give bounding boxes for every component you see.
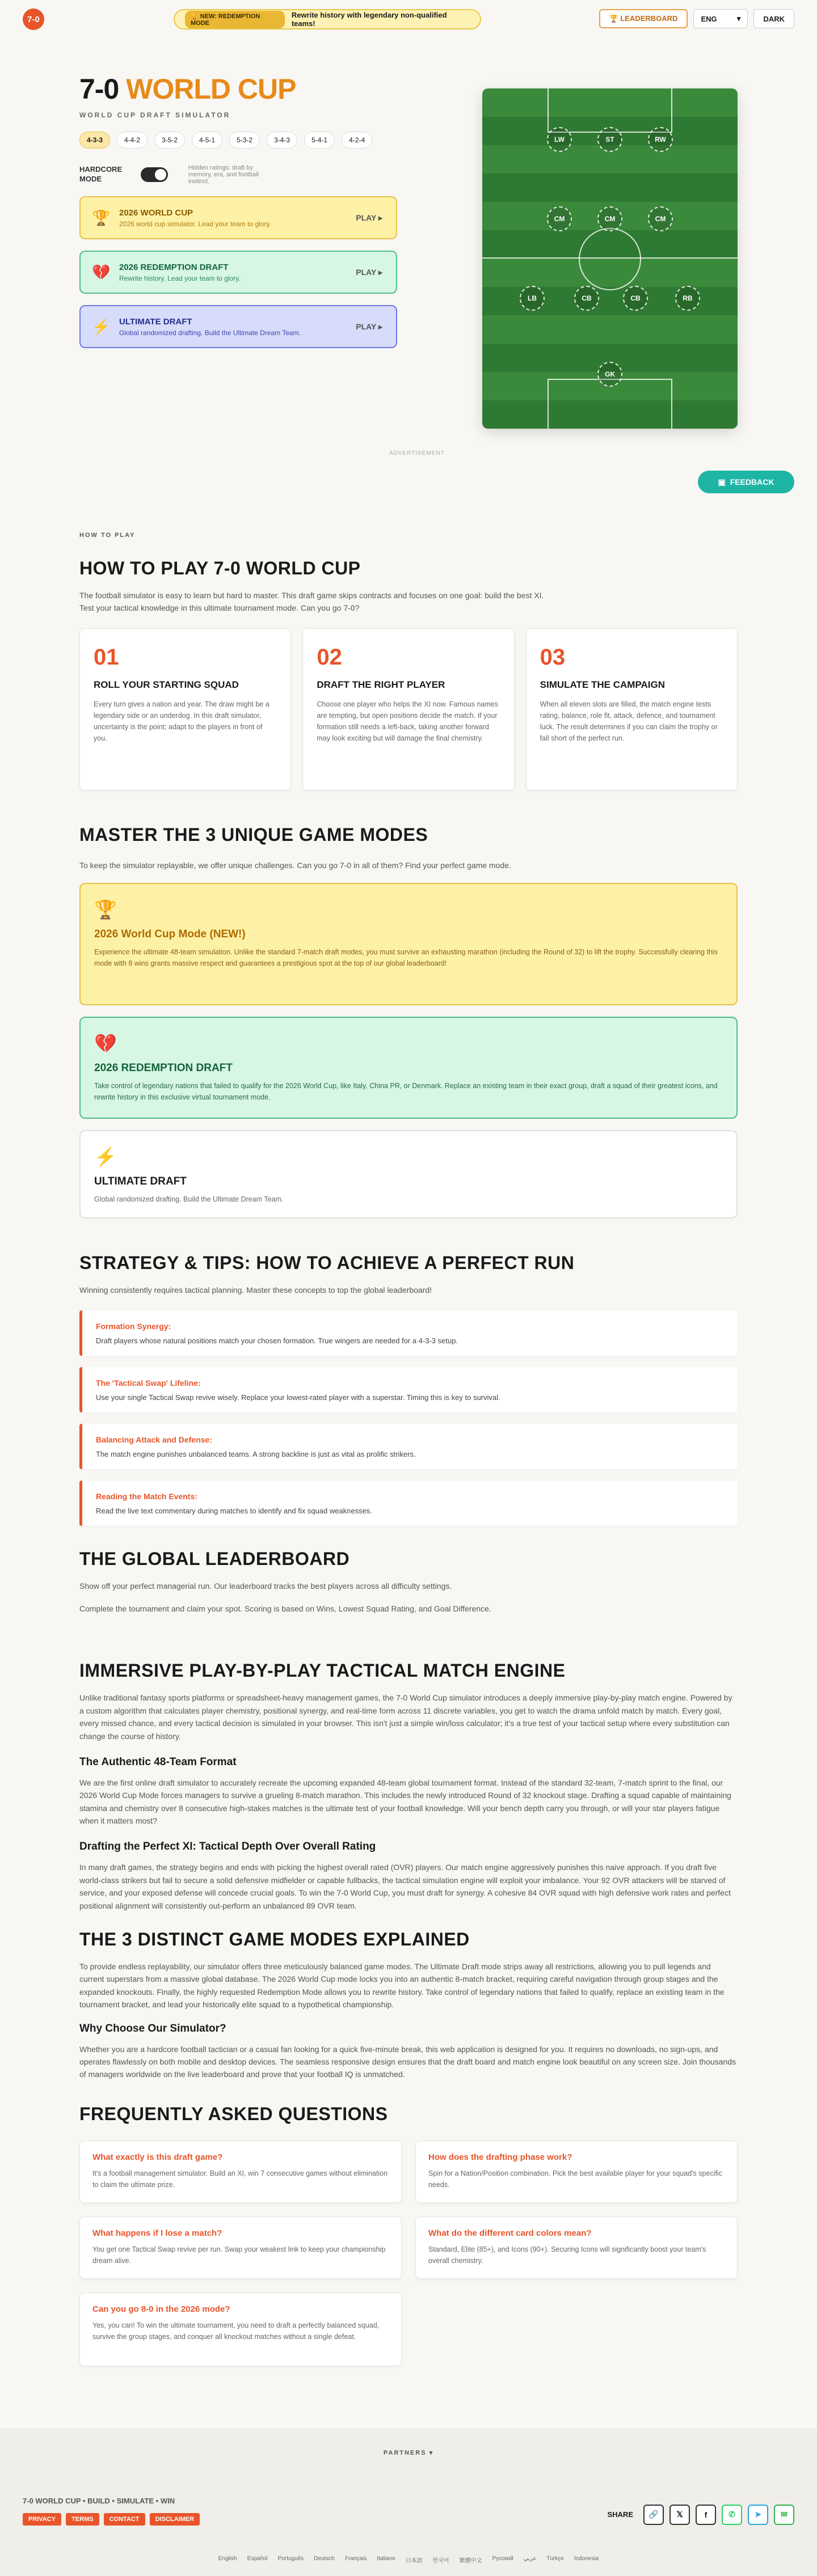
tip-desc: Draft players whose natural positions match your chosen formation. True wingers are needed for a 4-3-3 setup. [96, 1336, 458, 1345]
formation-option[interactable]: 3-5-2 [154, 132, 185, 149]
formation-option[interactable]: 5-3-2 [229, 132, 260, 149]
paragraph: To provide endless replayability, our simulator offers three meticulously balanced game modes. The Ultimate Draft mode strips away all restrictions, allowing you to pull legends and current superstars from a massive global database. The 2026 World Cup mode locks you into an authentic 8-match bracket, requiring careful navigation through group stages and the expanded knockouts. Finally, the highly requested Redemption Mode allows you to rewrite history. Take control of legendary nations that failed to qualify, replace an existing team in the tournament bracket, and lead your historically elite squad to a hypothetical championship. [79, 1962, 725, 2010]
feedback-button[interactable] [698, 471, 794, 493]
broken-heart-icon: 💔 [94, 1033, 117, 1054]
formation-picker [79, 132, 397, 149]
formation-option[interactable]: 4-5-1 [192, 132, 222, 149]
leaderboard-text: Show off your perfect managerial run. Our leaderboard tracks the best players across all difficulty settings. [79, 1581, 452, 1591]
paragraph: In many draft games, the strategy begins and ends with picking the highest overall rated (OVR) players. Our match engine aggressively punishes this naive approach. If you draft five world-class strikers but fail to secure a solid defensive midfielder or capable fullbacks, the tactical simulation engine will exploit your imbalance. Your 92 OVR attackers will be starved of service, and your exposed defense will concede crucial goals. To win the 7-0 World Cup, you must draft for synergy. A cohesive 84 OVR squad with high defensive work rates and perfect positional alignment will consistently out-perform an unbalanced 89 OVR team. [79, 1863, 731, 1910]
subheading: The Authentic 48-Team Format [79, 1756, 237, 1768]
language-link[interactable]: Português [277, 2555, 304, 2562]
player-slot[interactable]: CB [623, 286, 648, 311]
play-button[interactable]: PLAY ▸ [356, 322, 382, 331]
mode-desc: 2026 world cup simulator. Lead your team to glory. [119, 219, 271, 228]
section-title: MASTER THE 3 UNIQUE GAME MODES [79, 824, 428, 845]
whatsapp-icon[interactable]: ✆ [722, 2505, 742, 2525]
subheading: Drafting the Perfect XI: Tactical Depth Over Overall Rating [79, 1841, 376, 1853]
section-intro: To keep the simulator replayable, we offer unique challenges. Can you go 7-0 in all of them? Find your perfect game mode. [79, 860, 511, 870]
promo-badge: 🏆 NEW: REDEMPTION MODE [185, 11, 285, 28]
mode-desc: Global randomized drafting. Build the Ultimate Dream Team. [119, 328, 301, 337]
player-slot[interactable]: CM [597, 206, 622, 231]
chat-icon: ▣ [718, 477, 726, 487]
step-card [302, 628, 514, 790]
mode-card-ultimate[interactable] [79, 1130, 738, 1219]
faq-answer: It's a football management simulator. Build an XI, win 7 consecutive games without elimination to claim the ultimate prize. [92, 2169, 388, 2189]
faq-question: How does the drafting phase work? [428, 2152, 572, 2162]
faq-item[interactable] [79, 2141, 402, 2203]
contact-link[interactable]: CONTACT [104, 2513, 145, 2526]
tip-desc: Read the live text commentary during matches to identify and fix squad weaknesses. [96, 1506, 373, 1515]
player-slot[interactable]: LB [520, 286, 545, 311]
step-number: 03 [540, 644, 566, 670]
section-title: HOW TO PLAY 7-0 WORLD CUP [79, 558, 361, 578]
feedback-label: FEEDBACK [730, 477, 774, 487]
section-kicker: HOW TO PLAY [79, 532, 136, 539]
step-desc: When all eleven slots are filled, the match engine tests rating, balance, role fit, attack, defence, and tournament luck. The result determines if you can claim the trophy or fall short of the perfect run. [540, 700, 718, 742]
promo-banner[interactable] [174, 9, 481, 29]
leaderboard-text: Complete the tournament and claim your spot. Scoring is based on Wins, Lowest Squad Rating, and Goal Difference. [79, 1604, 491, 1613]
faq-item[interactable] [79, 2217, 402, 2279]
language-link[interactable]: Indonesia [574, 2555, 599, 2562]
faq-answer: You get one Tactical Swap revive per run. Swap your weakest link to keep your championship dream alive. [92, 2245, 386, 2265]
language-select[interactable] [693, 9, 748, 28]
player-slot[interactable]: ST [597, 127, 622, 152]
engine-section [0, 1660, 817, 1912]
language-link[interactable]: Русский [492, 2555, 513, 2562]
hardcore-mode [79, 164, 397, 185]
step-desc: Every turn gives a nation and year. The draw might be a legendary side or an underdog. In this draft simulator, uncertainty is the point; adapt to the players in front of you. [94, 700, 269, 742]
faq-answer: Yes, you can! To win the ultimate tournament, you need to draft a perfectly balanced squad, survive the group stages, and conquer all knockout matches without a single defeat. [92, 2321, 380, 2341]
language-link[interactable]: 日本語 [405, 2557, 423, 2564]
mode-title: 2026 REDEMPTION DRAFT [94, 1062, 233, 1075]
footer-tagline: 7-0 WORLD CUP • BUILD • SIMULATE • WIN [23, 2496, 175, 2505]
hardcore-toggle[interactable] [141, 167, 168, 182]
paragraph: We are the first online draft simulator to accurately recreate the upcoming expanded 48-team global tournament format. Instead of the standard 32-team, 7-match sprint to the final, our 2026 World Cup Mode forces managers to survive a grueling 8-match marathon. This includes the newly introduced Round of 32 knockout stage. Drafting a squad capable of maintaining stamina and chemistry over 8 consecutive high-stakes matches is the ultimate test of your football knowledge. Will your bench depth carry you through, or will your star players fatigue when it matters most? [79, 1778, 731, 1826]
language-link[interactable]: 繁體中文 [459, 2557, 482, 2564]
paragraph: Whether you are a hardcore football tactician or a casual fan looking for a quick five-minute break, this web application is designed for you. It requires no downloads, no sign-ups, and operates flawlessly on both mobile and desktop devices. The seamless responsive design ensures that the draft board and match engine look beautiful on any screen size. Join thousands of managers worldwide on the live leaderboard and prove that your football IQ is unmatched. [79, 2044, 736, 2079]
mode-card-redemption[interactable] [79, 1017, 738, 1119]
language-value: ENG [701, 14, 717, 23]
language-link[interactable]: Italiano [377, 2555, 395, 2562]
hero [0, 39, 817, 456]
x-icon[interactable]: 𝕏 [669, 2505, 690, 2525]
promo-text: Rewrite history with legendary non-qualified teams! [291, 11, 447, 28]
title-part-b: WORLD CUP [126, 73, 296, 105]
step-number: 02 [317, 644, 342, 670]
section-title: THE 3 DISTINCT GAME MODES EXPLAINED [79, 1929, 470, 1950]
mode-title: 2026 WORLD CUP [119, 208, 193, 218]
facebook-icon[interactable]: f [696, 2505, 716, 2525]
footer [0, 2429, 817, 2576]
trophy-icon: 🏆 [92, 209, 111, 226]
share-bar [607, 2505, 794, 2525]
tip-title: Balancing Attack and Defense: [96, 1435, 212, 1444]
faq-question: Can you go 8-0 in the 2026 mode? [92, 2304, 230, 2314]
lightning-icon: ⚡ [94, 1147, 117, 1168]
step-desc: Choose one player who helps the XI now. Famous names are tempting, but open positions decide the match. If your formation still needs a left-back, taking another forward may look exciting but will damage the final chemistry. [317, 700, 498, 742]
tip-card [79, 1310, 738, 1356]
hardcore-label: HARDCORE MODE [79, 165, 123, 183]
player-slot[interactable]: CB [574, 286, 599, 311]
title-part-a: 7-0 [79, 73, 127, 105]
tip-desc: Use your single Tactical Swap revive wisely. Replace your lowest-rated player with a superstar. Timing this is key to survival. [96, 1393, 500, 1402]
modes-section [0, 824, 817, 1219]
section-title: IMMERSIVE PLAY-BY-PLAY TACTICAL MATCH ENGINE [79, 1660, 566, 1681]
mode-title: 2026 World Cup Mode (NEW!) [94, 928, 246, 941]
language-link[interactable]: English [218, 2555, 237, 2562]
section-title: FREQUENTLY ASKED QUESTIONS [79, 2103, 388, 2124]
page-title [79, 73, 397, 105]
lightning-icon: ⚡ [92, 318, 111, 335]
language-link[interactable]: عربي [523, 2555, 537, 2562]
formation-option[interactable]: 3-4-3 [267, 132, 297, 149]
section-title: STRATEGY & TIPS: HOW TO ACHIEVE A PERFECT RUN [79, 1253, 575, 1274]
faq-answer: Spin for a Nation/Position combination. Pick the best available player for your squad's specific needs. [428, 2169, 722, 2189]
mode-card-ultimate[interactable] [79, 305, 397, 348]
advertisement-label: ADVERTISEMENT [389, 450, 445, 456]
formation-option[interactable]: 4-3-3 [79, 132, 110, 149]
logo[interactable]: 7-0 [23, 9, 44, 30]
language-link[interactable]: Türkçe [546, 2555, 564, 2562]
mode-card-world-cup[interactable] [79, 883, 738, 1005]
chevron-down-icon: ▾ [736, 14, 741, 23]
section-intro: The football simulator is easy to learn but hard to master. This draft game skips contracts and focuses on one goal: build the best XI. Test your tactical knowledge in this ultimate tournament mode. Can you go 7-0? [79, 591, 544, 613]
tip-desc: The match engine punishes unbalanced teams. A strong backline is just as vital as prolific strikers. [96, 1449, 416, 1458]
leaderboard-button[interactable]: 🏆 LEADERBOARD [599, 9, 688, 28]
tip-card [79, 1367, 738, 1412]
trophy-icon: 🏆 [94, 899, 117, 920]
faq-item[interactable] [415, 2141, 738, 2203]
partners-toggle[interactable]: PARTNERS ▾ [383, 2449, 434, 2456]
faq-section [0, 2104, 817, 2366]
play-button[interactable]: PLAY ▸ [356, 213, 382, 222]
faq-question: What do the different card colors mean? [428, 2228, 592, 2238]
player-slot[interactable]: RB [675, 286, 700, 311]
telegram-icon[interactable]: ➤ [748, 2505, 768, 2525]
mode-desc: Experience the ultimate 48-team simulation. Unlike the standard 7-match draft modes, you must survive an exhausting marathon (including the Round of 32) to lift the trophy. Successfully clearing this mode with 8 wins grants massive respect and guarantees a prestigious spot at the top of our global leaderboard! [94, 948, 718, 968]
player-slot[interactable]: RW [648, 127, 673, 152]
language-link[interactable]: 한국어 [432, 2557, 449, 2564]
formation-option[interactable]: 4-4-2 [117, 132, 148, 149]
faq-answer: Standard, Elite (85+), and Icons (90+). Securing Icons will significantly boost your team's overall chemistry. [428, 2245, 706, 2265]
player-slot[interactable]: GK [597, 362, 622, 387]
top-penalty-box [548, 88, 672, 133]
explained-section [0, 1929, 817, 2081]
privacy-link[interactable]: PRIVACY [23, 2513, 61, 2526]
step-card [526, 628, 738, 790]
disclaimer-link[interactable]: DISCLAIMER [150, 2513, 200, 2526]
faq-item[interactable] [415, 2217, 738, 2279]
how-to-section [0, 532, 817, 790]
player-slot[interactable]: CM [547, 206, 572, 231]
tip-title: The 'Tactical Swap' Lifeline: [96, 1378, 201, 1388]
formation-option[interactable]: 5-4-1 [304, 132, 335, 149]
faq-question: What happens if I lose a match? [92, 2228, 222, 2238]
step-number: 01 [94, 644, 119, 670]
step-title: DRAFT THE RIGHT PLAYER [317, 679, 445, 690]
section-intro: Winning consistently requires tactical planning. Master these concepts to top the global leaderboard! [79, 1285, 432, 1295]
broken-heart-icon: 💔 [92, 263, 111, 281]
dark-mode-button[interactable]: DARK [753, 9, 794, 28]
tip-title: Reading the Match Events: [96, 1491, 197, 1501]
step-card [79, 628, 291, 790]
tips-section [0, 1253, 817, 1525]
link-icon[interactable]: 🔗 [643, 2505, 664, 2525]
mode-title: ULTIMATE DRAFT [94, 1175, 187, 1188]
language-link[interactable]: Deutsch [314, 2555, 335, 2562]
language-link[interactable]: Español [247, 2555, 268, 2562]
mode-title: ULTIMATE DRAFT [119, 316, 192, 327]
tip-card [79, 1424, 738, 1469]
hardcore-note: Hidden ratings: draft by memory, era, and football instinct. [188, 164, 259, 185]
mode-desc: Rewrite history. Lead your team to glory. [119, 274, 241, 282]
mode-desc: Global randomized drafting. Build the Ultimate Dream Team. [94, 1195, 284, 1204]
pitch [482, 88, 738, 429]
subheading: Why Choose Our Simulator? [79, 2022, 226, 2034]
mode-title: 2026 REDEMPTION DRAFT [119, 262, 229, 272]
tip-card [79, 1481, 738, 1526]
play-button[interactable]: PLAY ▸ [356, 267, 382, 277]
step-title: SIMULATE THE CAMPAIGN [540, 679, 666, 690]
tip-title: Formation Synergy: [96, 1321, 171, 1331]
player-slot[interactable]: CM [648, 206, 673, 231]
share-label: SHARE [607, 2510, 633, 2519]
step-title: ROLL YOUR STARTING SQUAD [94, 679, 239, 690]
language-link[interactable]: Français [344, 2555, 367, 2562]
message-icon[interactable]: ✉ [774, 2505, 794, 2525]
header [0, 0, 817, 39]
faq-item[interactable] [79, 2292, 402, 2366]
faq-question: What exactly is this draft game? [92, 2152, 223, 2162]
mode-card-world-cup[interactable] [79, 196, 397, 239]
terms-link[interactable]: TERMS [66, 2513, 99, 2526]
mode-desc: Take control of legendary nations that failed to qualify for the 2026 World Cup, like Italy, China PR, or Denmark. Replace an existing team in their exact group, draft a squad of their greatest icons, and rewrite history in this exclusive virtual tournament mode. [94, 1082, 718, 1102]
player-slot[interactable]: LW [547, 127, 572, 152]
paragraph: Unlike traditional fantasy sports platforms or spreadsheet-heavy management games, the 7-0 World Cup simulator introduces a deeply immersive play-by-play match engine. Powered by a custom algorithm that calculates player chemistry, positional synergy, and real-time form across 11 discrete variables, you get to watch the drama unfold match by match. Every goal, every missed chance, and every tactical decision is simulated in your browser. This isn't just a simple win/loss calculator; it's a true test of your tactical setup where every substitution can change the course of history. [79, 1693, 732, 1741]
page-subtitle: WORLD CUP DRAFT SIMULATOR [79, 111, 231, 119]
language-links [0, 2556, 817, 2564]
center-circle [579, 228, 641, 290]
formation-option[interactable]: 4-2-4 [342, 132, 372, 149]
leaderboard-section [0, 1549, 817, 1615]
section-title: THE GLOBAL LEADERBOARD [79, 1548, 350, 1569]
mode-card-redemption[interactable] [79, 251, 397, 294]
